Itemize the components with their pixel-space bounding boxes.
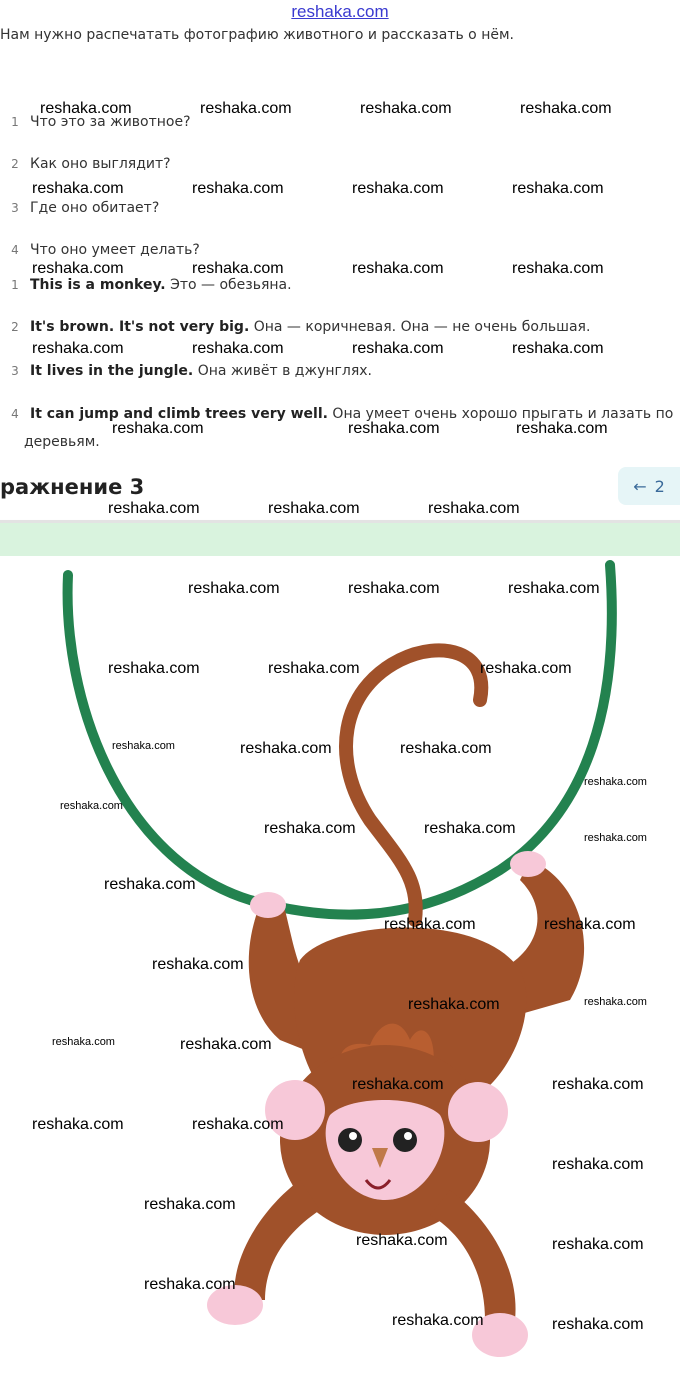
- watermark: reshaka.com: [400, 740, 492, 757]
- watermark: reshaka.com: [428, 500, 520, 517]
- watermark: reshaka.com: [144, 1276, 236, 1293]
- question-number: 4: [11, 243, 19, 257]
- monkey-left-leg: [234, 1180, 320, 1300]
- question-2: [6, 156, 171, 172]
- answer-russian: Она живёт в джунглях.: [193, 363, 372, 379]
- watermark: reshaka.com: [108, 660, 200, 677]
- monkey-left-eye: [338, 1128, 362, 1152]
- answer-english: It's brown. It's not very big.: [30, 319, 250, 335]
- watermark: reshaka.com: [268, 500, 360, 517]
- answer-4-continued: деревьям.: [24, 434, 100, 450]
- watermark: reshaka.com: [112, 740, 175, 752]
- monkey-right-leg: [430, 1190, 516, 1320]
- watermark: reshaka.com: [40, 100, 132, 117]
- answer-1: [6, 277, 292, 293]
- watermark: reshaka.com: [408, 996, 500, 1013]
- watermark: reshaka.com: [152, 956, 244, 973]
- nav-page-number: 2: [654, 476, 665, 496]
- answer-russian: Она — коричневая. Она — не очень большая.: [249, 319, 591, 335]
- watermark: reshaka.com: [516, 420, 608, 437]
- watermark: reshaka.com: [480, 660, 572, 677]
- answer-2: [6, 319, 590, 335]
- question-4: [6, 242, 200, 258]
- question-text: Как оно выглядит?: [30, 156, 171, 172]
- watermark: reshaka.com: [192, 260, 284, 277]
- watermark: reshaka.com: [544, 916, 636, 933]
- arrow-left-icon: ←: [633, 476, 647, 496]
- question-number: 3: [11, 201, 19, 215]
- question-text: Что это за животное?: [30, 114, 191, 130]
- watermark: reshaka.com: [32, 260, 124, 277]
- watermark: reshaka.com: [60, 800, 123, 812]
- watermark: reshaka.com: [268, 660, 360, 677]
- watermark: reshaka.com: [584, 776, 647, 788]
- watermark: reshaka.com: [512, 260, 604, 277]
- watermark: reshaka.com: [108, 500, 200, 517]
- watermark: reshaka.com: [180, 1036, 272, 1053]
- monkey-left-hand: [250, 892, 286, 918]
- watermark: reshaka.com: [32, 1116, 124, 1133]
- site-header[interactable]: reshaka.com: [291, 2, 389, 21]
- watermark: reshaka.com: [52, 1036, 115, 1048]
- exercise-title: ражнение 3: [0, 475, 145, 499]
- answer-number: 4: [11, 407, 19, 421]
- watermark: reshaka.com: [352, 260, 444, 277]
- watermark: reshaka.com: [424, 820, 516, 837]
- watermark: reshaka.com: [384, 916, 476, 933]
- watermark: reshaka.com: [352, 180, 444, 197]
- watermark: reshaka.com: [512, 340, 604, 357]
- watermark: reshaka.com: [264, 820, 356, 837]
- answer-number: 2: [11, 320, 19, 334]
- intro-text: Нам нужно распечатать фотографию животного и рассказать о нём.: [0, 27, 514, 43]
- exercise-nav-button[interactable]: [618, 467, 680, 505]
- question-number: 2: [11, 157, 19, 171]
- watermark: reshaka.com: [188, 580, 280, 597]
- watermark: reshaka.com: [348, 580, 440, 597]
- question-number: 1: [11, 115, 19, 129]
- watermark: reshaka.com: [112, 420, 204, 437]
- watermark: reshaka.com: [32, 180, 124, 197]
- question-3: [6, 200, 159, 216]
- watermark: reshaka.com: [552, 1236, 644, 1253]
- watermark: reshaka.com: [192, 340, 284, 357]
- answer-english: It lives in the jungle.: [30, 363, 194, 379]
- watermark: reshaka.com: [144, 1196, 236, 1213]
- watermark: reshaka.com: [512, 180, 604, 197]
- watermark: reshaka.com: [32, 340, 124, 357]
- watermark: reshaka.com: [352, 1076, 444, 1093]
- watermark: reshaka.com: [104, 876, 196, 893]
- watermark: reshaka.com: [584, 996, 647, 1008]
- watermark: reshaka.com: [356, 1232, 448, 1249]
- watermark: reshaka.com: [508, 580, 600, 597]
- answer-english: This is a monkey.: [30, 277, 166, 293]
- watermark: reshaka.com: [584, 832, 647, 844]
- monkey-right-ear: [448, 1082, 508, 1142]
- monkey-right-eye: [393, 1128, 417, 1152]
- answer-number: 1: [11, 278, 19, 292]
- watermark: reshaka.com: [520, 100, 612, 117]
- answer-english: It can jump and climb trees very well.: [30, 406, 328, 422]
- watermark: reshaka.com: [552, 1316, 644, 1333]
- answer-russian: Она умеет очень хорошо прыгать и лазать по: [327, 406, 674, 422]
- eye-highlight: [404, 1132, 412, 1140]
- watermark: reshaka.com: [192, 1116, 284, 1133]
- watermark: reshaka.com: [352, 340, 444, 357]
- watermark: reshaka.com: [200, 100, 292, 117]
- answer-number: 3: [11, 364, 19, 378]
- answer-russian: Это — обезьяна.: [165, 277, 292, 293]
- watermark: reshaka.com: [192, 180, 284, 197]
- watermark: reshaka.com: [552, 1156, 644, 1173]
- answer-3: [6, 363, 372, 379]
- monkey-right-hand: [510, 851, 546, 877]
- green-strip: [0, 523, 680, 556]
- watermark: reshaka.com: [552, 1076, 644, 1093]
- watermark: reshaka.com: [360, 100, 452, 117]
- question-text: Где оно обитает?: [30, 200, 160, 216]
- watermark: reshaka.com: [240, 740, 332, 757]
- monkey-tail: [346, 650, 481, 920]
- watermark: reshaka.com: [348, 420, 440, 437]
- question-text: Что оно умеет делать?: [30, 242, 200, 258]
- watermark: reshaka.com: [392, 1312, 484, 1329]
- eye-highlight: [349, 1132, 357, 1140]
